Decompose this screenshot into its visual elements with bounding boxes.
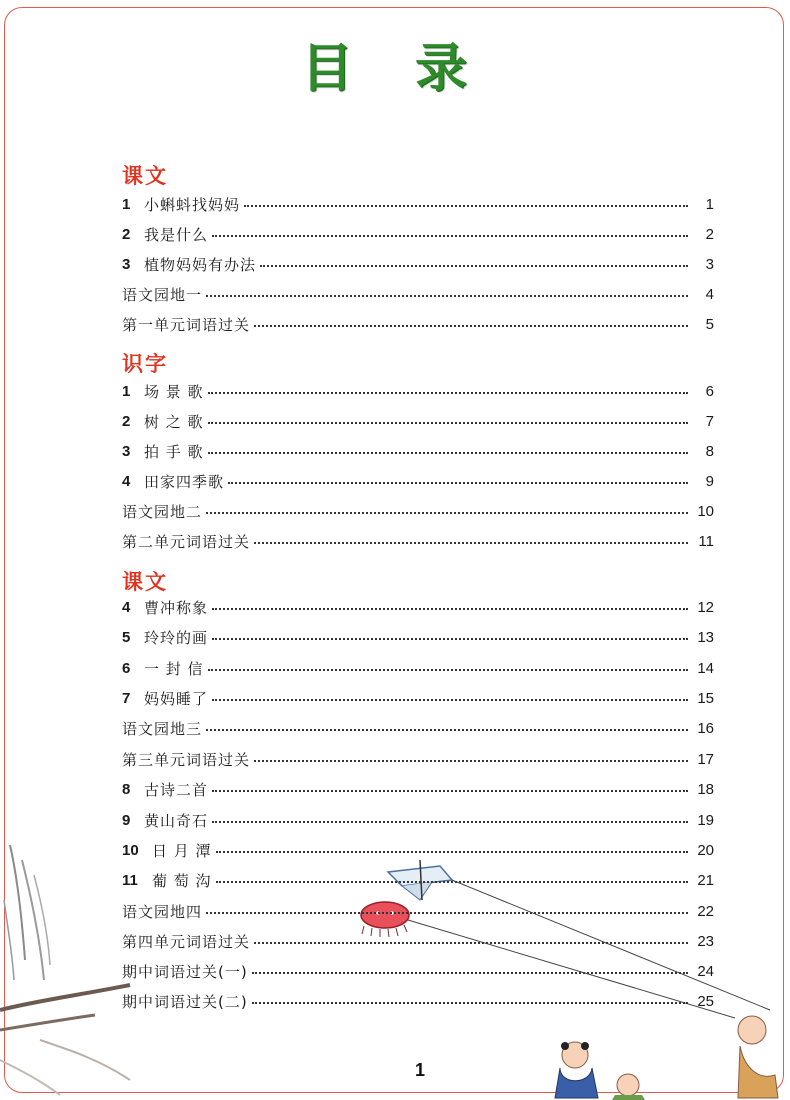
entry-page: 24	[697, 962, 714, 980]
entry-number: 4	[122, 472, 131, 490]
toc-entry[interactable]	[122, 810, 714, 830]
entry-number: 6	[122, 659, 131, 677]
entry-page: 22	[697, 902, 714, 920]
entry-page: 20	[697, 841, 714, 859]
entry-title: 一 封 信	[144, 659, 204, 678]
entry-page: 18	[697, 780, 714, 798]
toc-entry[interactable]	[122, 531, 714, 551]
dot-leader	[212, 790, 688, 792]
toc-entry[interactable]	[122, 840, 714, 860]
entry-page: 3	[705, 255, 714, 273]
entry-title: 语文园地三	[122, 719, 203, 738]
page-number: 1	[414, 1060, 425, 1080]
entry-title: 第四单元词语过关	[122, 932, 251, 951]
entry-page: 6	[705, 382, 714, 400]
entry-number: 2	[122, 412, 131, 430]
section-heading-lessons-1: 课文	[122, 164, 168, 188]
entry-title: 曹冲称象	[144, 598, 209, 617]
entry-number: 7	[122, 689, 131, 707]
dot-leader	[208, 669, 688, 671]
toc-entry[interactable]	[122, 597, 714, 617]
dot-leader	[206, 512, 688, 514]
toc-entry[interactable]	[122, 901, 714, 921]
toc-entry[interactable]	[122, 718, 714, 738]
entry-title: 黄山奇石	[144, 811, 209, 830]
toc-entry[interactable]	[122, 991, 714, 1011]
page-title: 目 录	[300, 39, 490, 99]
toc-entry[interactable]	[122, 224, 714, 244]
toc-entry[interactable]	[122, 961, 714, 981]
entry-page: 2	[705, 225, 714, 243]
entry-title: 树 之 歌	[144, 412, 204, 431]
entry-number: 2	[122, 225, 131, 243]
toc-entry[interactable]	[122, 411, 714, 431]
dot-leader	[206, 912, 688, 914]
entry-page: 1	[705, 195, 714, 213]
dot-leader	[206, 295, 688, 297]
entry-page: 16	[697, 719, 714, 737]
entry-page: 19	[697, 811, 714, 829]
dot-leader	[216, 881, 688, 883]
entry-page: 12	[697, 598, 714, 616]
entry-title: 玲玲的画	[144, 628, 209, 647]
entry-page: 5	[705, 315, 714, 333]
entry-title: 小蝌蚪找妈妈	[144, 195, 241, 214]
entry-number: 5	[122, 628, 131, 646]
toc-entry[interactable]	[122, 314, 714, 334]
entry-title: 场 景 歌	[144, 382, 204, 401]
dot-leader	[252, 972, 688, 974]
entry-title: 葡 萄 沟	[152, 871, 212, 890]
dot-leader	[254, 942, 688, 944]
dot-leader	[254, 542, 688, 544]
entry-number: 10	[122, 841, 139, 859]
dot-leader	[252, 1002, 688, 1004]
entry-page: 11	[698, 532, 714, 550]
dot-leader	[244, 205, 688, 207]
toc-entry[interactable]	[122, 284, 714, 304]
dot-leader	[254, 325, 688, 327]
entry-title: 我是什么	[144, 225, 209, 244]
entry-title: 第一单元词语过关	[122, 315, 251, 334]
entry-number: 3	[122, 255, 131, 273]
entry-page: 21	[697, 871, 714, 889]
entry-number: 3	[122, 442, 131, 460]
dot-leader	[208, 422, 688, 424]
toc-entry[interactable]	[122, 931, 714, 951]
dot-leader	[212, 821, 688, 823]
dot-leader	[212, 235, 688, 237]
section-heading-lessons-2: 课文	[122, 570, 168, 594]
entry-number: 1	[122, 382, 131, 400]
entry-title: 日 月 潭	[152, 841, 212, 860]
dot-leader	[254, 760, 688, 762]
section-heading-literacy: 识字	[122, 352, 168, 376]
entry-title: 期中词语过关(一)	[122, 962, 248, 981]
entry-page: 13	[697, 628, 714, 646]
entry-title: 语文园地四	[122, 902, 203, 921]
entry-title: 田家四季歌	[144, 472, 225, 491]
dot-leader	[208, 452, 688, 454]
children-flying-kite-illustration	[555, 1016, 778, 1100]
entry-number: 11	[122, 871, 138, 889]
dot-leader	[208, 392, 688, 394]
toc-entry[interactable]	[122, 471, 714, 491]
entry-page: 17	[697, 750, 714, 768]
entry-title: 古诗二首	[144, 780, 209, 799]
entry-title: 妈妈睡了	[144, 689, 209, 708]
toc-entry[interactable]	[122, 381, 714, 401]
toc-entry[interactable]	[122, 627, 714, 647]
entry-number: 1	[122, 195, 131, 213]
entry-page: 10	[697, 502, 714, 520]
dot-leader	[212, 638, 688, 640]
entry-page: 9	[705, 472, 714, 490]
entry-page: 4	[705, 285, 714, 303]
toc-entry[interactable]	[122, 194, 714, 214]
toc-entry[interactable]	[122, 749, 714, 769]
toc-entry[interactable]	[122, 870, 714, 890]
dot-leader	[212, 699, 688, 701]
willow-branch-illustration	[0, 845, 130, 1095]
entry-title: 拍 手 歌	[144, 442, 204, 461]
toc-entry[interactable]	[122, 501, 714, 521]
entry-number: 4	[122, 598, 131, 616]
entry-title: 第二单元词语过关	[122, 532, 251, 551]
entry-title: 期中词语过关(二)	[122, 992, 248, 1011]
dot-leader	[206, 729, 688, 731]
entry-page: 23	[697, 932, 714, 950]
dot-leader	[212, 608, 688, 610]
toc-entry[interactable]	[122, 441, 714, 461]
entry-title: 植物妈妈有办法	[144, 255, 257, 274]
entry-page: 15	[697, 689, 714, 707]
entry-number: 8	[122, 780, 131, 798]
dot-leader	[228, 482, 688, 484]
dot-leader	[216, 851, 688, 853]
entry-page: 7	[705, 412, 714, 430]
dot-leader	[260, 265, 688, 267]
toc-entry[interactable]	[122, 688, 714, 708]
toc-entry[interactable]	[122, 254, 714, 274]
entry-number: 9	[122, 811, 131, 829]
entry-page: 8	[705, 442, 714, 460]
entry-title: 语文园地二	[122, 502, 203, 521]
entry-page: 14	[697, 659, 714, 677]
entry-title: 第三单元词语过关	[122, 750, 251, 769]
toc-entry[interactable]	[122, 658, 714, 678]
entry-page: 25	[697, 992, 714, 1010]
toc-entry[interactable]	[122, 779, 714, 799]
entry-title: 语文园地一	[122, 285, 203, 304]
